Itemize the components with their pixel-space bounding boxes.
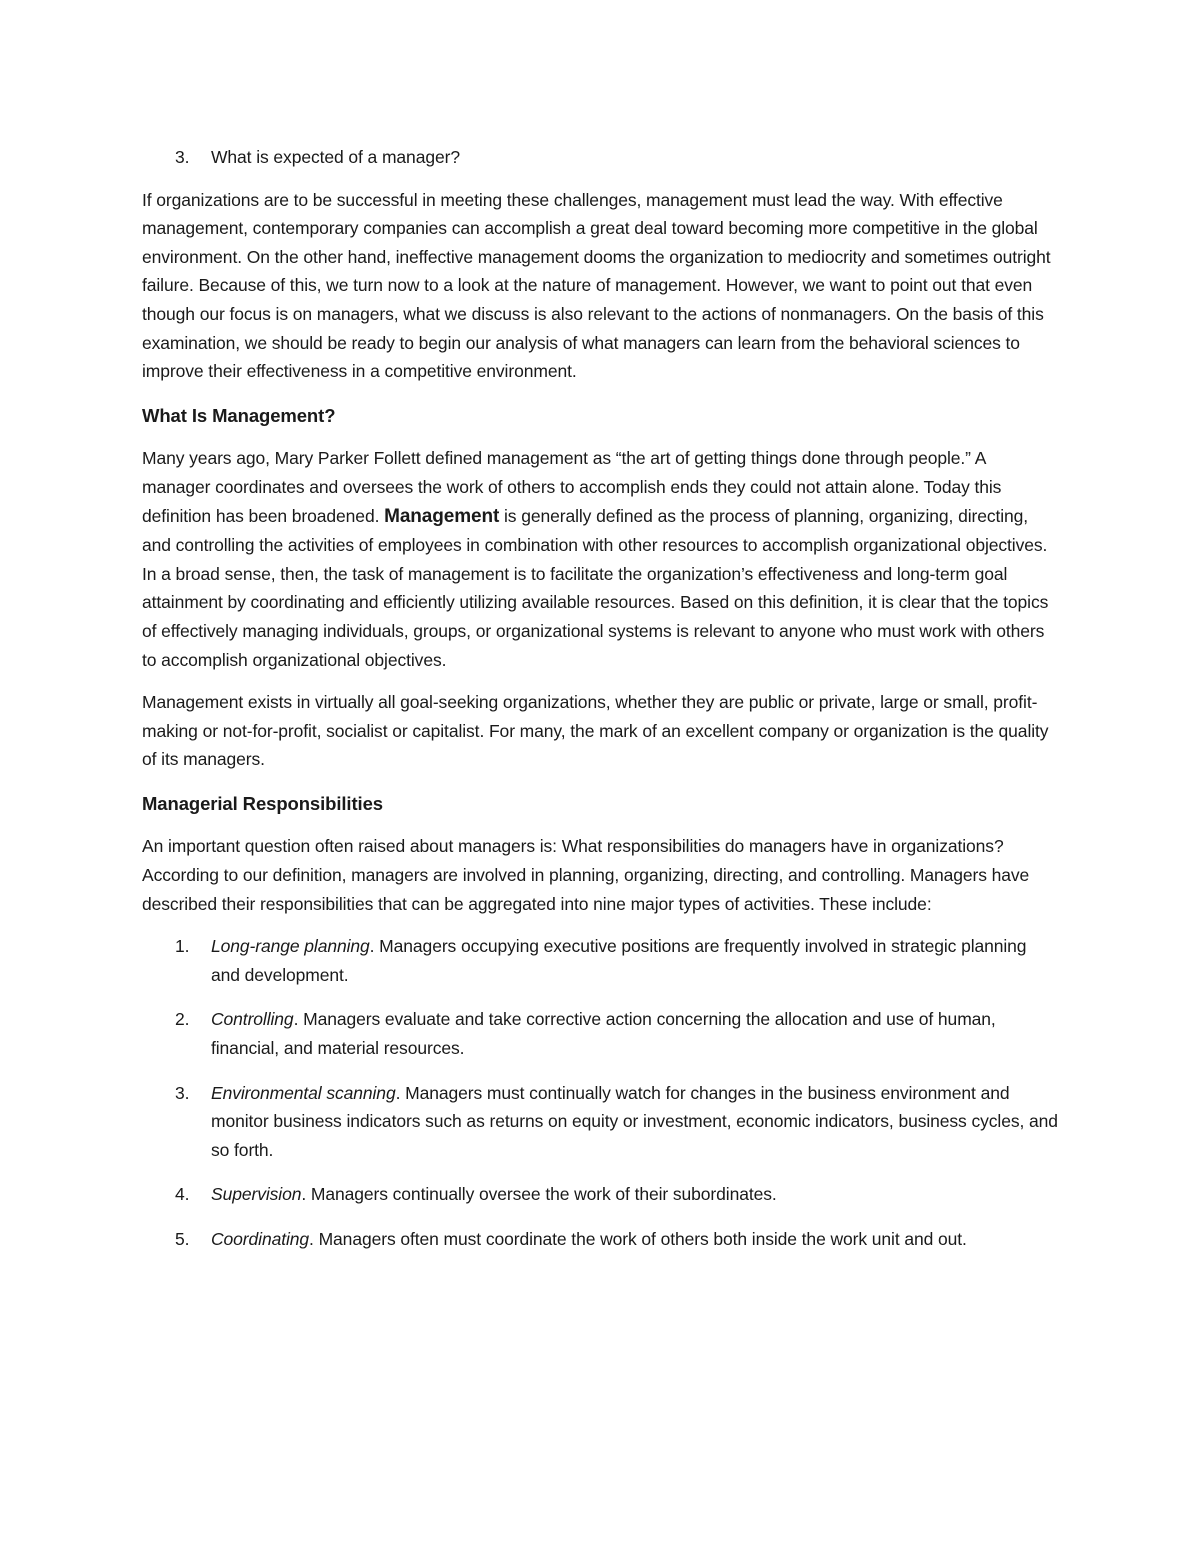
- defined-term: Management: [384, 505, 500, 527]
- document-page: [142, 143, 1058, 1270]
- list-item-lead: Long-range planning: [211, 936, 370, 957]
- responsibilities-list: [142, 932, 1058, 1253]
- paragraph-definition: [142, 444, 1058, 674]
- list-item: [142, 1180, 1058, 1209]
- paragraph-text: Many years ago, Mary Parker Follett defined management as “the art of getting things done through people.” A manager coordinates and oversees the work of others to accomplish ends they could not attain alone. Today this definition has been broadened.: [142, 448, 1002, 526]
- paragraph-intro: If organizations are to be successful in meeting these challenges, management must lead the way. With effective management, contemporary companies can accomplish a great deal toward becoming more competitive in the global environment. On the other hand, ineffective management dooms the organization to mediocrity and sometimes outright failure. Because of this, we turn now to a look at the nature of management. However, we want to point out that even though our focus is on managers, what we discuss is also relevant to the actions of nonmanagers. On the basis of this examination, we should be ready to begin our analysis of what managers can learn from the behavioral sciences to improve their effectiveness in a competitive environment.: [142, 189, 1051, 382]
- list-item-text: . Managers must continually watch for changes in the business environment and monitor business indicators such as returns on equity or investment, economic indicators, business cycles, and so forth.: [211, 1082, 1058, 1160]
- list-item-lead: Environmental scanning: [211, 1082, 396, 1103]
- paragraph-existence: Management exists in virtually all goal-seeking organizations, whether they are public or private, large or small, profit-making or not-for-profit, socialist or capitalist. For many, the mark of an excellent company or organization is the quality of its managers.: [142, 692, 1049, 770]
- list-item: [142, 1079, 1058, 1165]
- list-item-lead: Supervision: [211, 1184, 302, 1205]
- paragraph-responsibilities: An important question often raised about managers is: What responsibilities do managers have in organizations? According to our definition, managers are involved in planning, organizing, directing, and controlling. Managers have described their responsibilities that can be aggregated into nine major types of activities. These include:: [142, 836, 1030, 914]
- section-heading-what-is-management: What Is Management?: [142, 404, 336, 426]
- intro-list-item: [142, 143, 1058, 172]
- section-heading-managerial-responsibilities: Managerial Responsibilities: [142, 792, 383, 814]
- list-item: [142, 1005, 1058, 1062]
- list-number: 4.: [175, 1184, 190, 1205]
- list-item: [142, 1225, 1058, 1254]
- list-item-lead: Coordinating: [211, 1229, 310, 1249]
- list-item-text: . Managers continually oversee the work of their subordinates.: [301, 1184, 777, 1205]
- list-number: 2.: [175, 1009, 190, 1030]
- list-item-text: . Managers often must coordinate the work of others both inside the work unit and out.: [309, 1229, 967, 1249]
- list-item-text: What is expected of a manager?: [211, 147, 460, 167]
- list-item: [142, 932, 1058, 989]
- list-number: 5.: [175, 1229, 190, 1249]
- list-item-lead: Controlling: [211, 1009, 294, 1030]
- list-item-text: . Managers occupying executive positions are frequently involved in strategic planning and development.: [211, 936, 1027, 985]
- list-item-text: . Managers evaluate and take corrective action concerning the allocation and use of human, financial, and material resources.: [211, 1009, 996, 1059]
- list-number: 3.: [175, 147, 190, 167]
- paragraph-text: is generally defined as the process of planning, organizing, directing, and controlling the activities of employees in combination with other resources to accomplish organizational objectives. In a broad sense, then, the task of management is to facilitate the organization’s effectiveness and long-term goal attainment by coordinating and efficiently utilizing available resources. Based on this definition, it is clear that the topics of effectively managing individuals, groups, or organizational systems is relevant to anyone who must work with others to accomplish organizational objectives.: [142, 505, 1049, 670]
- list-number: 1.: [175, 936, 190, 957]
- list-number: 3.: [175, 1082, 190, 1103]
